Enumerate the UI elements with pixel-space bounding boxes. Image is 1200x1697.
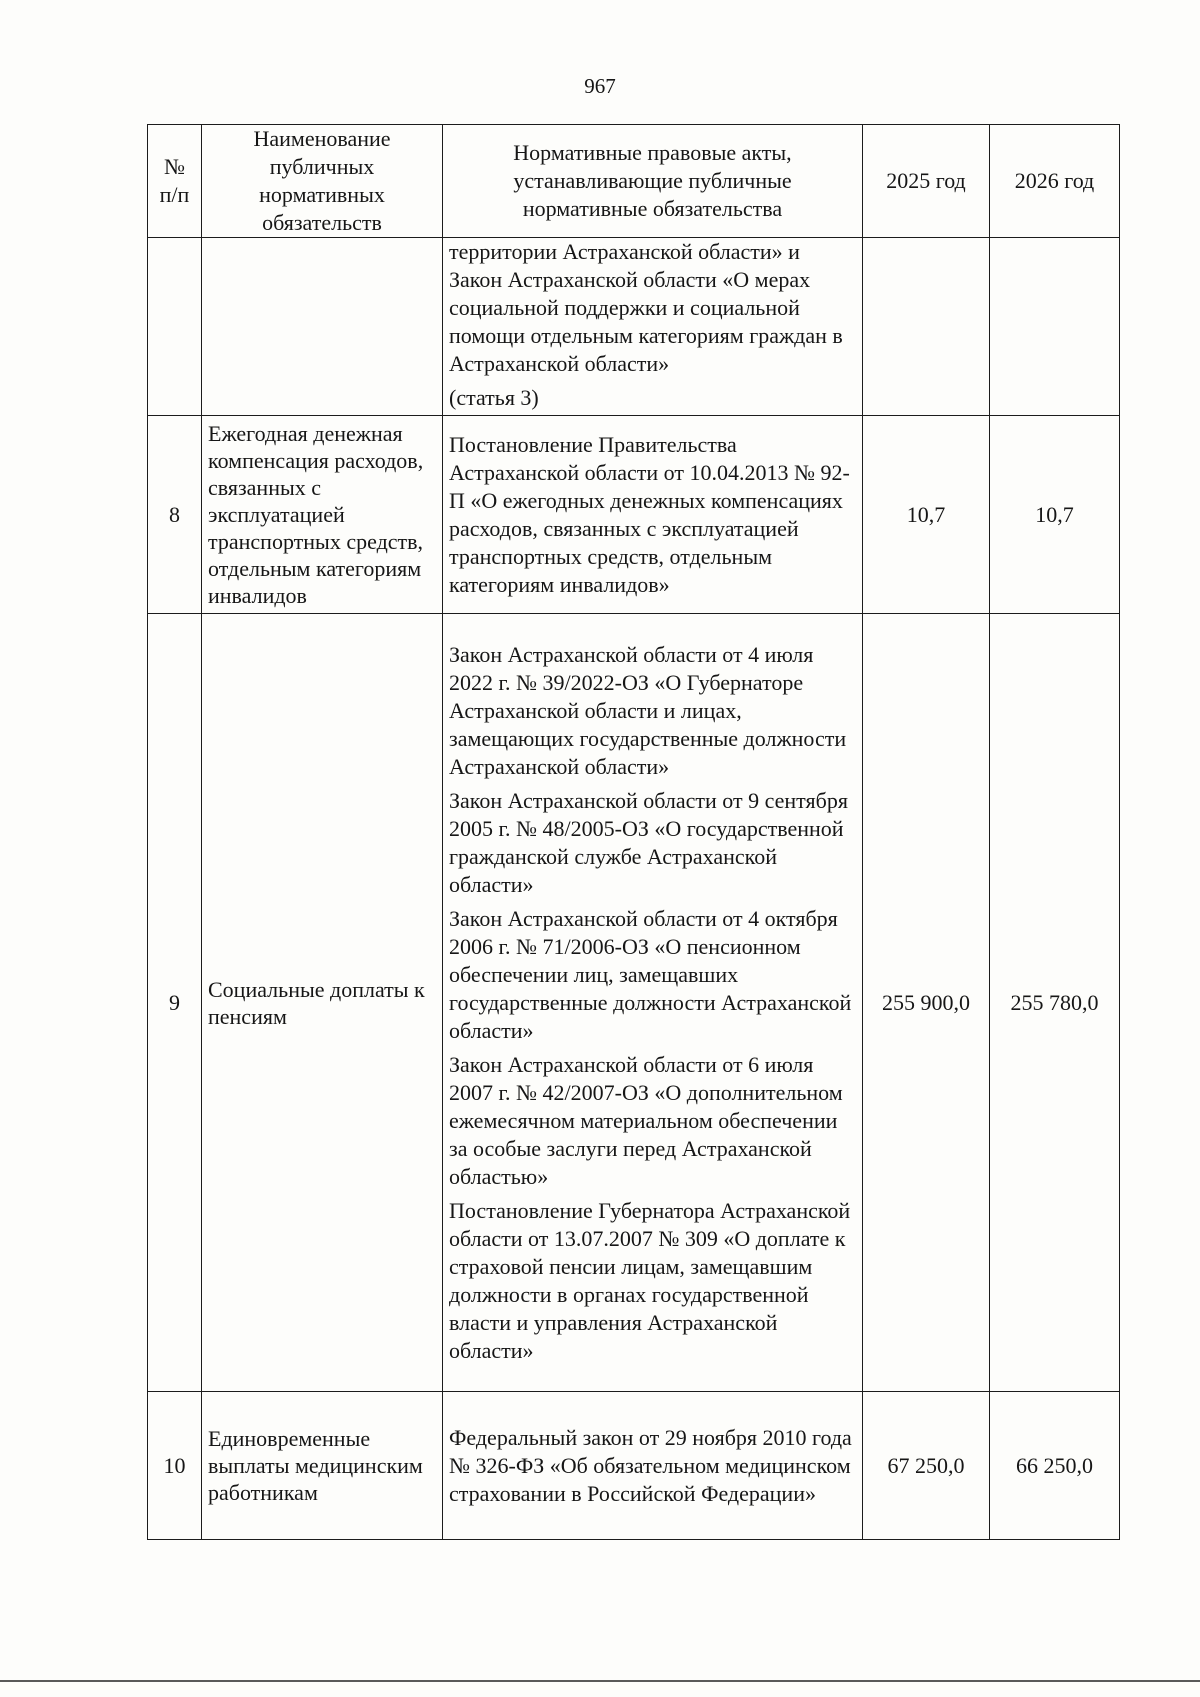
value-2025: 10,7 — [863, 416, 990, 614]
header-num: № п/п — [148, 125, 202, 238]
row-name: Ежегодная денежная компенсация расходов, связанных с эксплуатацией транспортных средств, отдельным категориям инвалидов — [202, 416, 443, 614]
obligations-table — [147, 124, 1120, 1540]
value-2025: 255 900,0 — [863, 614, 990, 1392]
row-name — [202, 238, 443, 416]
table-row — [148, 1392, 1120, 1540]
act-entry: Постановление Губернатора Астраханской области от 13.07.2007 № 309 «О доплате к страховой пенсии лицам, замещавшим должности в органах государственной власти и управления Астраханской области» — [449, 1197, 851, 1363]
header-2025: 2025 год — [863, 125, 990, 238]
table-row — [148, 614, 1120, 1392]
act-entry: Постановление Правительства Астраханской области от 10.04.2013 № 92-П «О ежегодных денежных компенсациях расходов, связанных с эксплуатацией транспортных средств, отдельным категориям инвалидов» — [449, 431, 850, 597]
act-entry: Закон Астраханской области от 4 июля 2022 г. № 39/2022-ОЗ «О Губернаторе Астраханской области и лицах, замещающих государственные должности Астраханской области» — [449, 641, 847, 779]
header-acts: Нормативные правовые акты, устанавливающие публичные нормативные обязательства — [443, 125, 863, 238]
act-entry: Закон Астраханской области от 9 сентября 2005 г. № 48/2005-ОЗ «О государственной гражданской службе Астраханской области» — [449, 787, 848, 897]
act-entry: территории Астраханской области» и Закон Астраханской области «О мерах социальной поддержки и социальной помощи отдельным категориям граждан в Астраханской области» — [449, 239, 843, 376]
act-entry: (статья 3) — [449, 385, 539, 410]
value-2025: 67 250,0 — [863, 1392, 990, 1540]
row-num: 9 — [148, 614, 202, 1392]
act-entry: Закон Астраханской области от 4 октября 2006 г. № 71/2006-ОЗ «О пенсионном обеспечении лиц, замещавших государственные должности Астраханской области» — [449, 905, 852, 1043]
row-acts — [443, 238, 863, 416]
page-number: 967 — [584, 74, 616, 98]
row-acts — [443, 614, 863, 1392]
row-acts — [443, 1392, 863, 1540]
value-2026: 10,7 — [990, 416, 1120, 614]
value-2025 — [863, 238, 990, 416]
header-row — [148, 125, 1120, 238]
header-name: Наименование публичных нормативных обязательств — [202, 125, 443, 238]
row-num: 8 — [148, 416, 202, 614]
table-row — [148, 416, 1120, 614]
act-entry: Закон Астраханской области от 6 июля 2007 г. № 42/2007-ОЗ «О дополнительном ежемесячном материальном обеспечении за особые заслуги перед Астраханской областью» — [449, 1051, 843, 1189]
act-entry: Федеральный закон от 29 ноября 2010 года № 326-ФЗ «Об обязательном медицинском страховании в Российской Федерации» — [449, 1424, 852, 1506]
row-name: Социальные доплаты к пенсиям — [202, 614, 443, 1392]
value-2026: 66 250,0 — [990, 1392, 1120, 1540]
value-2026 — [990, 238, 1120, 416]
row-num: 10 — [148, 1392, 202, 1540]
row-num — [148, 238, 202, 416]
row-acts — [443, 416, 863, 614]
bottom-rule — [0, 1680, 1200, 1682]
header-2026: 2026 год — [990, 125, 1120, 238]
table-row — [148, 238, 1120, 416]
value-2026: 255 780,0 — [990, 614, 1120, 1392]
row-name: Единовременные выплаты медицинским работникам — [202, 1392, 443, 1540]
